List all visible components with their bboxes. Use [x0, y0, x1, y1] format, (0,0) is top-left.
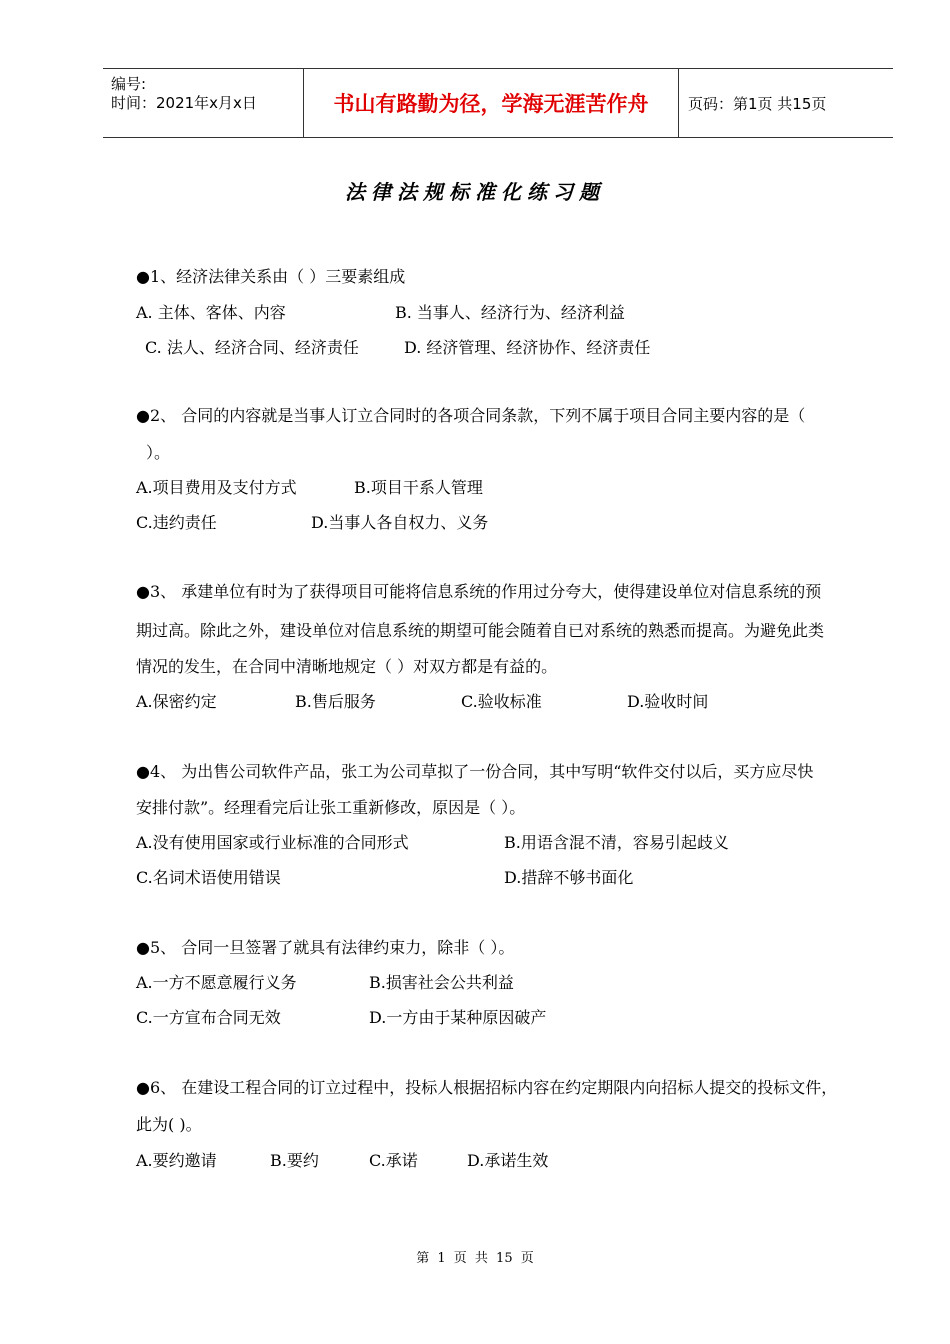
page-info: 页码：第1页 共15页	[688, 94, 827, 113]
question-6-line-1: ●6、 在建设工程合同的订立过程中，投标人根据招标内容在约定期限内向招标人提交的投标文件，	[136, 1078, 838, 1097]
question-4-line-1: ●4、 为出售公司软件产品，张工为公司草拟了一份合同，其中写明“软件交付以后，买方应尽快	[136, 762, 814, 781]
question-6-option-d: D.承诺生效	[467, 1151, 549, 1170]
question-5-option-b: B.损害社会公共利益	[369, 973, 514, 992]
question-2-option-c: C.违约责任	[136, 513, 217, 532]
question-5-option-c: C.一方宣布合同无效	[136, 1008, 281, 1027]
question-4-option-a: A.没有使用国家或行业标准的合同形式	[136, 833, 409, 852]
page-header	[103, 68, 893, 138]
header-page-cell	[678, 69, 893, 137]
time-label: 时间：2021年x月x日	[111, 94, 257, 112]
question-3-line-1: ●3、 承建单位有时为了获得项目可能将信息系统的作用过分夸大，使得建设单位对信息系统的预	[136, 582, 822, 601]
question-2-line-2: ）。	[146, 443, 171, 462]
question-5-option-d: D.一方由于某种原因破产	[369, 1008, 547, 1027]
question-4-option-b: B.用语含混不清，容易引起歧义	[504, 833, 729, 852]
header-meta	[103, 69, 303, 137]
question-1-line-1: ●1、经济法律关系由（ ）三要素组成	[136, 267, 406, 286]
question-3-option-d: D.验收时间	[627, 692, 709, 711]
question-1-option-a: A. 主体、客体、内容	[136, 303, 286, 322]
question-5-option-a: A.一方不愿意履行义务	[136, 973, 297, 992]
question-1-option-c: C. 法人、经济合同、经济责任	[145, 338, 359, 357]
question-3-line-3: 情况的发生，在合同中清晰地规定（ ）对双方都是有益的。	[136, 657, 558, 676]
question-4-option-c: C.名词术语使用错误	[136, 868, 281, 887]
question-3-option-b: B.售后服务	[295, 692, 376, 711]
question-1-option-b: B. 当事人、经济行为、经济利益	[395, 303, 625, 322]
question-6-option-b: B.要约	[270, 1151, 319, 1170]
question-3-line-2: 期过高。除此之外，建设单位对信息系统的期望可能会随着自已对系统的熟悉而提高。为避免此类	[136, 621, 825, 640]
question-4-line-2: 安排付款”。经理看完后让张工重新修改，原因是（ ）。	[136, 798, 526, 817]
question-4-option-d: D.措辞不够书面化	[504, 868, 634, 887]
question-3-option-c: C.验收标准	[461, 692, 542, 711]
question-3-option-a: A.保密约定	[136, 692, 217, 711]
question-2-option-d: D.当事人各自权力、义务	[311, 513, 489, 532]
question-5-line-1: ●5、 合同一旦签署了就具有法律约束力，除非（ ）。	[136, 938, 515, 957]
header-motto-cell	[303, 69, 679, 137]
question-1-option-d: D. 经济管理、经济协作、经济责任	[404, 338, 651, 357]
motto: 书山有路勤为径，学海无涯苦作舟	[333, 92, 649, 116]
number-label: 编号:	[111, 75, 147, 93]
question-2-line-1: ●2、 合同的内容就是当事人订立合同时的各项合同条款，下列不属于项目合同主要内容的是（	[136, 406, 806, 425]
document-title: 法律法规标准化练习题	[345, 180, 605, 204]
question-2-option-a: A.项目费用及支付方式	[136, 478, 297, 497]
page-footer: 第 1 页 共 15 页	[416, 1251, 534, 1266]
question-6-option-a: A.要约邀请	[136, 1151, 217, 1170]
question-2-option-b: B.项目干系人管理	[354, 478, 483, 497]
question-6-option-c: C.承诺	[369, 1151, 418, 1170]
question-6-line-2: 此为( )。	[136, 1115, 202, 1134]
